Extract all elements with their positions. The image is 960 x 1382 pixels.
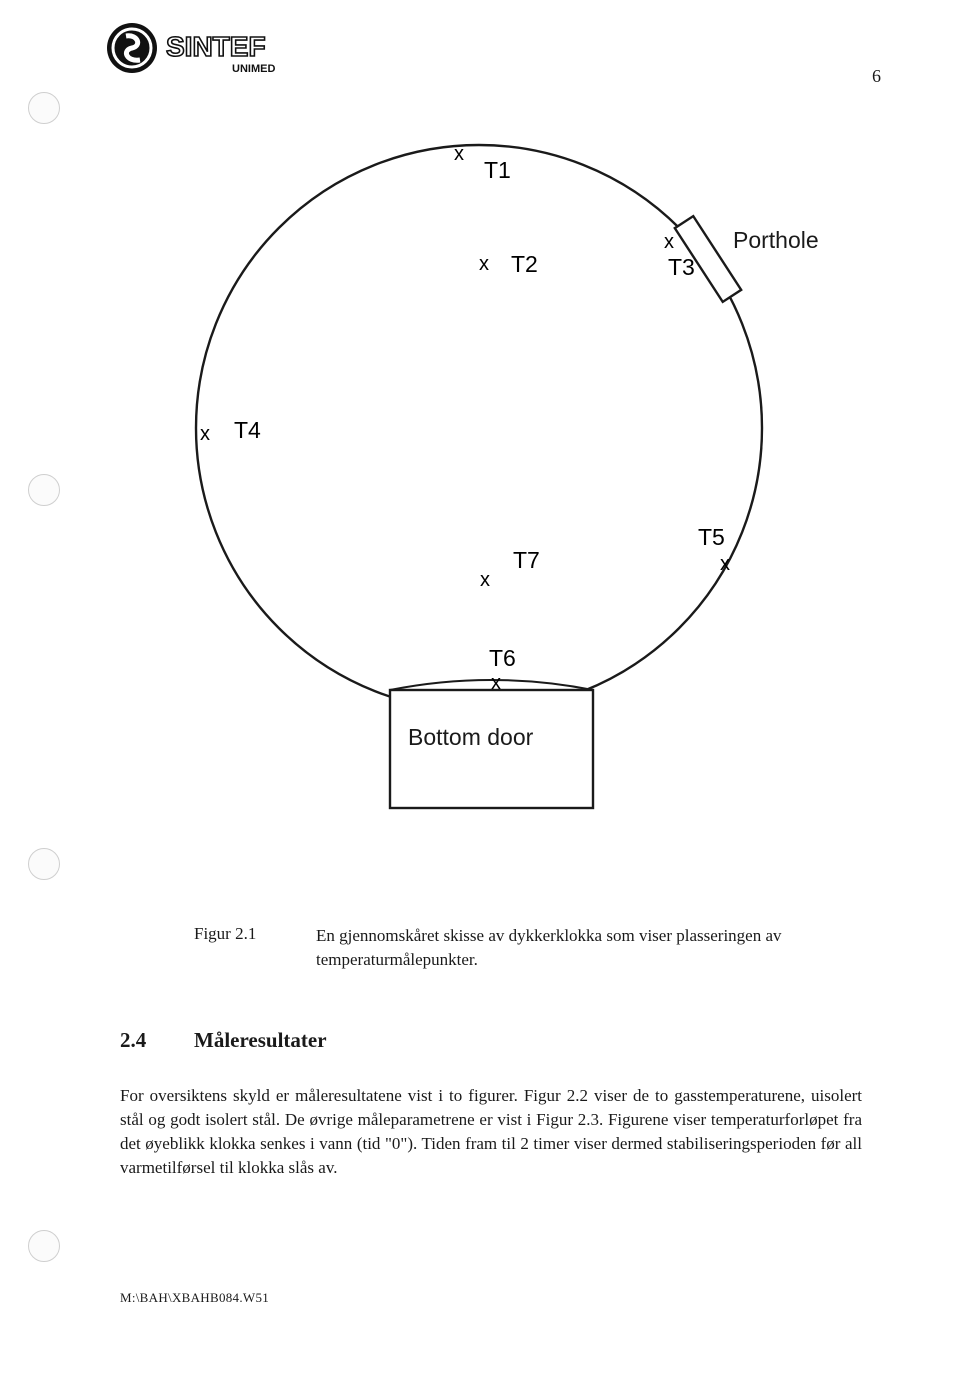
marker-t6 (489, 645, 516, 694)
marker-t5 (698, 524, 730, 575)
binder-hole (28, 1230, 60, 1262)
svg-text:T1: T1 (484, 157, 511, 183)
marker-t7 (480, 547, 540, 591)
marker-t1 (454, 143, 511, 183)
figure-caption-label: Figur 2.1 (194, 924, 257, 943)
svg-text:T3: T3 (668, 254, 695, 280)
body-paragraph: For oversiktens skyld er måleresultatene vist i to figurer. Figur 2.2 viser de to gasstemperaturene, uisolert stål og godt isolert stål. De øvrige måleparametrene er vist i Figur 2.3. Figurene viser temperaturforløpet fra det øyeblikk klokka senkes i vann (tid "0"). Tiden fram til 2 timer viser dermed stabiliseringsperioden før all varmetilførsel til klokka slås av. (120, 1086, 862, 1177)
svg-text:T4: T4 (234, 417, 261, 443)
figure-caption-text: En gjennomskåret skisse av dykkerklokka som viser plasseringen av temperaturmålepunkter. (316, 926, 782, 969)
marker-t4 (200, 417, 261, 445)
svg-text:x: x (200, 423, 210, 445)
marker-t2 (479, 251, 538, 277)
svg-text:x: x (664, 231, 674, 253)
svg-text:T6: T6 (489, 645, 516, 671)
svg-text:x: x (454, 143, 464, 165)
svg-text:T2: T2 (511, 251, 538, 277)
svg-text:x: x (720, 553, 730, 575)
svg-text:T5: T5 (698, 524, 725, 550)
section-number: 2.4 (120, 1028, 147, 1052)
svg-text:SINTEF: SINTEF (166, 31, 266, 62)
svg-text:x: x (479, 253, 489, 275)
svg-text:UNIMED: UNIMED (232, 63, 276, 75)
footer-file-path: M:\BAH\XBAHB084.W51 (120, 1290, 270, 1305)
svg-text:x: x (491, 672, 501, 694)
bottom-door-label: Bottom door (408, 724, 534, 750)
page-number: 6 (872, 66, 881, 86)
svg-text:T7: T7 (513, 547, 540, 573)
section-title: Måleresultater (194, 1028, 327, 1052)
porthole-label: Porthole (733, 227, 819, 253)
svg-text:x: x (480, 569, 490, 591)
